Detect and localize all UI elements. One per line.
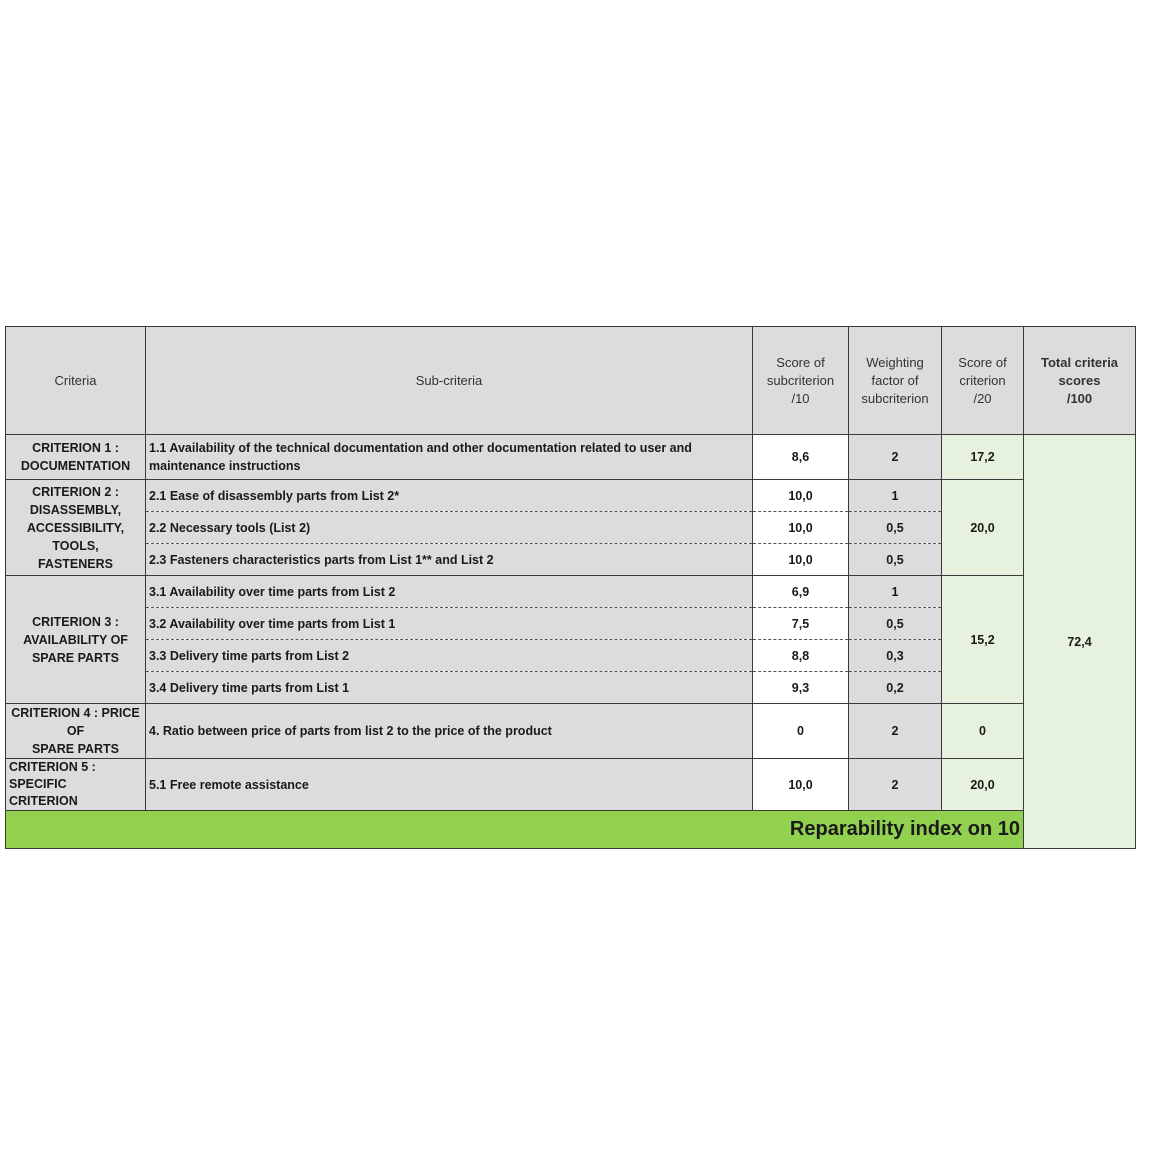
table-row	[6, 759, 1136, 811]
table-row	[6, 576, 1136, 608]
criterion-1-label: CRITERION 1 : DOCUMENTATION	[6, 435, 146, 480]
subcriterion-3-3-weight: 0,3	[849, 640, 942, 672]
reparability-index-label: Reparability index on 10	[6, 811, 1024, 849]
subcriterion-3-2-label: 3.2 Availability over time parts from List 1	[146, 608, 753, 640]
subcriterion-2-3-weight: 0,5	[849, 544, 942, 576]
subcriterion-3-1-weight: 1	[849, 576, 942, 608]
subcriterion-2-1-weight: 1	[849, 480, 942, 512]
header-score-subcriterion: Score of subcriterion /10	[753, 327, 849, 435]
header-sub-criteria: Sub-criteria	[146, 327, 753, 435]
subcriterion-2-2-label: 2.2 Necessary tools (List 2)	[146, 512, 753, 544]
subcriterion-4-score: 0	[753, 704, 849, 759]
header-criteria: Criteria	[6, 327, 146, 435]
criterion-4-score: 0	[942, 704, 1024, 759]
subcriterion-3-1-label: 3.1 Availability over time parts from List 2	[146, 576, 753, 608]
subcriterion-3-2-score: 7,5	[753, 608, 849, 640]
subcriterion-3-3-label: 3.3 Delivery time parts from List 2	[146, 640, 753, 672]
subcriterion-5-1-label: 5.1 Free remote assistance	[146, 759, 753, 811]
header-weighting-factor: Weighting factor of subcriterion	[849, 327, 942, 435]
subcriterion-5-1-weight: 2	[849, 759, 942, 811]
criterion-5-label: CRITERION 5 : SPECIFIC CRITERION	[6, 759, 146, 811]
subcriterion-2-2-weight: 0,5	[849, 512, 942, 544]
criterion-4-label: CRITERION 4 : PRICE OF SPARE PARTS	[6, 704, 146, 759]
subcriterion-3-2-weight: 0,5	[849, 608, 942, 640]
reparability-index-row	[6, 811, 1136, 849]
subcriterion-3-4-score: 9,3	[753, 672, 849, 704]
subcriterion-4-weight: 2	[849, 704, 942, 759]
subcriterion-2-1-label: 2.1 Ease of disassembly parts from List 2*	[146, 480, 753, 512]
subcriterion-3-4-weight: 0,2	[849, 672, 942, 704]
subcriterion-1-1-score: 8,6	[753, 435, 849, 480]
table-row	[6, 480, 1136, 512]
subcriterion-2-3-label: 2.3 Fasteners characteristics parts from List 1** and List 2	[146, 544, 753, 576]
subcriterion-1-1-label: 1.1 Availability of the technical documentation and other documentation related to user and maintenance instructions	[146, 435, 753, 480]
total-criteria-score: 72,4	[1024, 435, 1136, 849]
subcriterion-2-2-score: 10,0	[753, 512, 849, 544]
subcriterion-3-3-score: 8,8	[753, 640, 849, 672]
header-total-criteria-scores: Total criteria scores /100	[1024, 327, 1136, 435]
subcriterion-3-1-score: 6,9	[753, 576, 849, 608]
subcriterion-3-4-label: 3.4 Delivery time parts from List 1	[146, 672, 753, 704]
criterion-5-score: 20,0	[942, 759, 1024, 811]
subcriterion-4-label: 4. Ratio between price of parts from list 2 to the price of the product	[146, 704, 753, 759]
criterion-3-label: CRITERION 3 : AVAILABILITY OF SPARE PARTS	[6, 576, 146, 704]
table-row	[6, 435, 1136, 480]
header-score-criterion: Score of criterion /20	[942, 327, 1024, 435]
criterion-1-score: 17,2	[942, 435, 1024, 480]
subcriterion-5-1-score: 10,0	[753, 759, 849, 811]
subcriterion-2-3-score: 10,0	[753, 544, 849, 576]
subcriterion-2-1-score: 10,0	[753, 480, 849, 512]
criterion-3-score: 15,2	[942, 576, 1024, 704]
reparability-table	[5, 326, 1136, 849]
criterion-2-score: 20,0	[942, 480, 1024, 576]
criterion-2-label: CRITERION 2 : DISASSEMBLY, ACCESSIBILITY, TOOLS, FASTENERS	[6, 480, 146, 576]
subcriterion-1-1-weight: 2	[849, 435, 942, 480]
table-row	[6, 704, 1136, 759]
